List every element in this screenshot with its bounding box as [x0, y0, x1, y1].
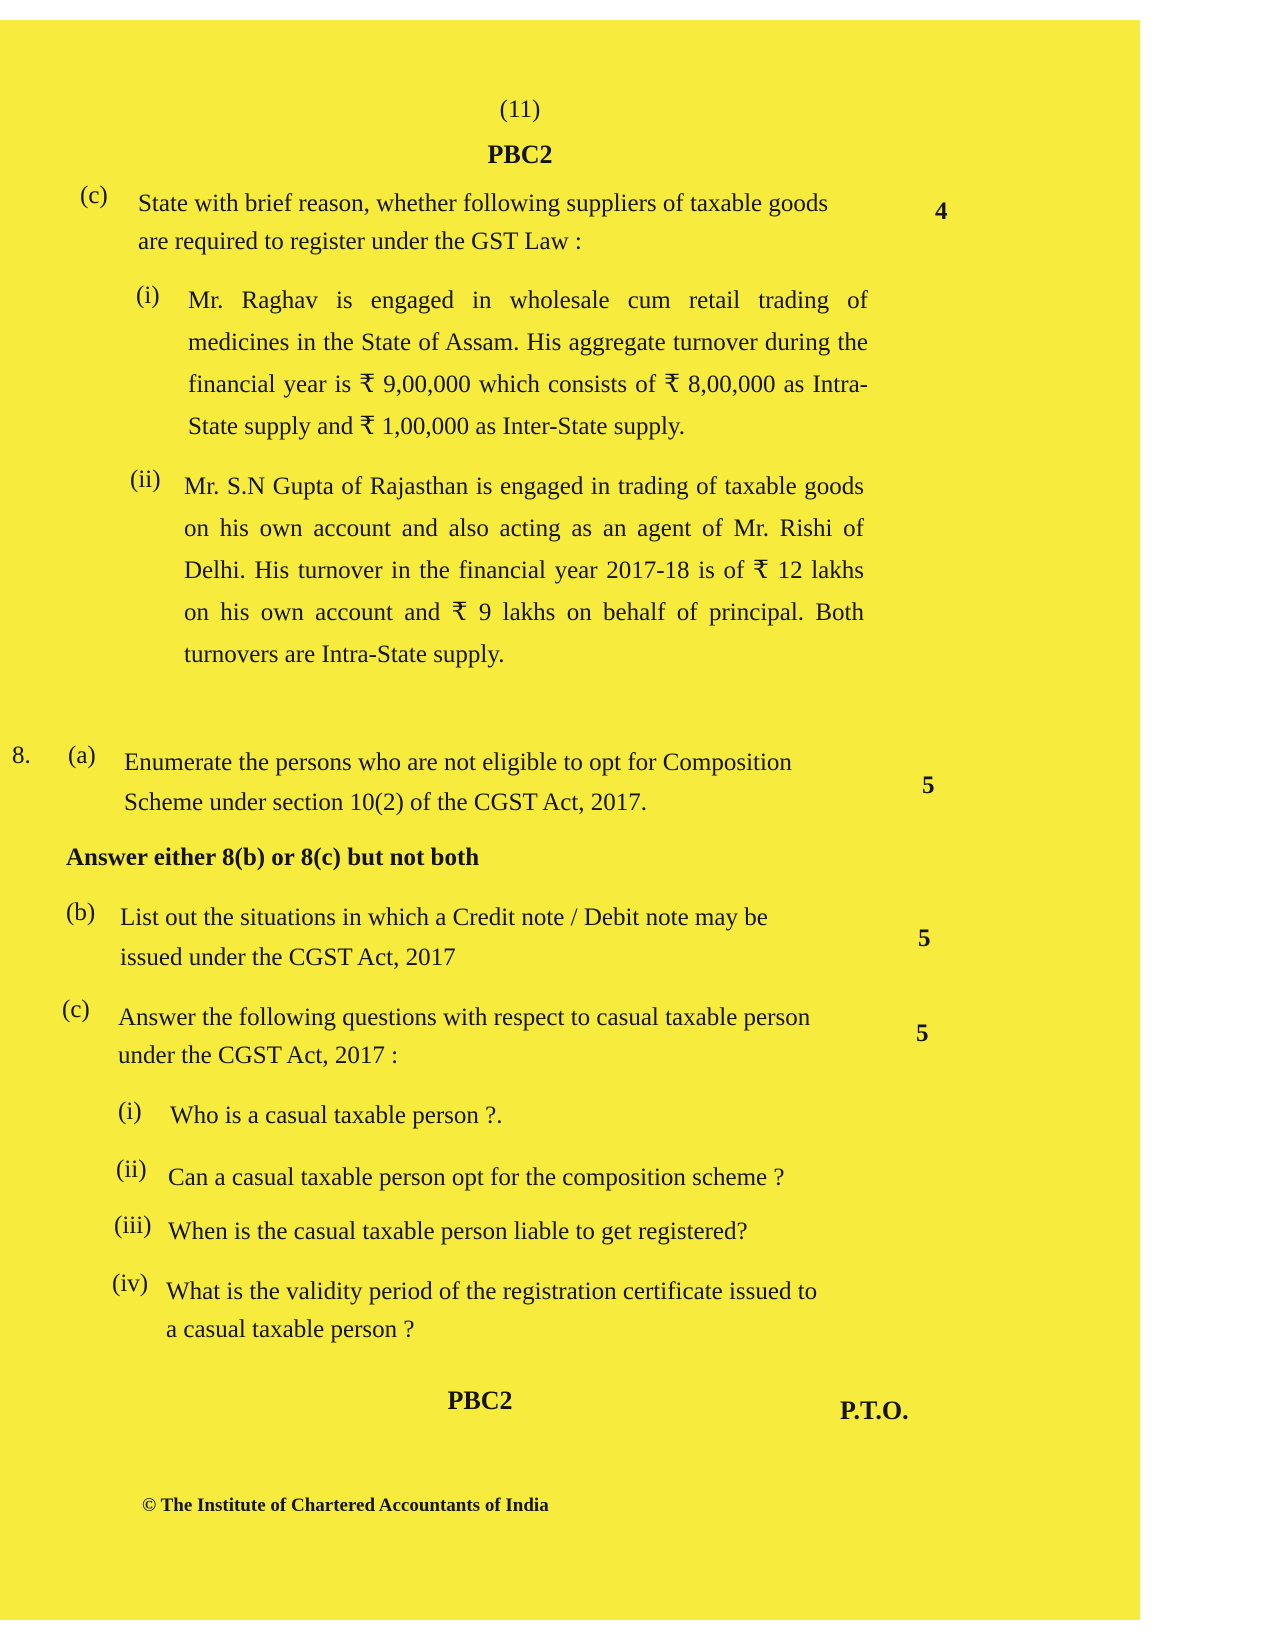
q8c-iv-text-line-1: What is the validity period of the registration certificate issued to [166, 1278, 818, 1305]
q8a-marks: 5 [922, 772, 935, 799]
paper-code-footer: PBC2 [447, 1386, 513, 1415]
q8c-iii-label: (iii) [114, 1212, 152, 1239]
q8-number: 8. [12, 742, 31, 769]
q8c-label: (c) [62, 996, 90, 1023]
q8c-i-label: (i) [118, 1098, 142, 1125]
pto-label: P.T.O. [840, 1396, 909, 1425]
q8b-text-line-2: issued under the CGST Act, 2017 [120, 944, 456, 971]
copyright-notice: © The Institute of Chartered Accountants of India [142, 1495, 549, 1516]
q8c-text-line-2: under the CGST Act, 2017 : [118, 1042, 399, 1069]
q7c-ii-text: Mr. S.N Gupta of Rajasthan is engaged in trading of taxable goods on his own account and also acting as an agent of Mr. Rishi of Delhi. His turnover in the financial year 2017-18 is of ₹ 12 lakhs on his own account and ₹ 9 lakhs on behalf of principal. Both turnovers are Intra-State supply. [184, 473, 864, 668]
q8b-text-line-1: List out the situations in which a Credit note / Debit note may be [120, 904, 768, 931]
q8c-marks: 5 [916, 1020, 929, 1047]
q7c-i-text: Mr. Raghav is engaged in wholesale cum retail trading of medicines in the State of Assam. His aggregate turnover during the financial year is ₹ 9,00,000 which consists of ₹ 8,00,000 as Intra-State supply and ₹ 1,00,000 as Inter-State supply. [188, 287, 868, 440]
page-number: (11) [499, 96, 541, 123]
either-or-instruction: Answer either 8(b) or 8(c) but not both [66, 844, 480, 871]
q8a-label: (a) [68, 742, 96, 769]
q8c-text-line-1: Answer the following questions with respect to casual taxable person [118, 1004, 811, 1031]
q7c-text-line-1: State with brief reason, whether following suppliers of taxable goods [138, 190, 829, 217]
q8b-marks: 5 [918, 925, 931, 952]
q7c-text-line-2: are required to register under the GST Law : [138, 228, 582, 255]
q8c-iv-label: (iv) [112, 1270, 149, 1297]
q8c-ii-text: Can a casual taxable person opt for the composition scheme ? [168, 1164, 785, 1191]
q7c-i-label: (i) [136, 282, 160, 309]
q8a-text-line-1: Enumerate the persons who are not eligible to opt for Composition [124, 749, 792, 776]
q8c-i-text: Who is a casual taxable person ?. [170, 1102, 503, 1129]
q7c-label: (c) [80, 182, 108, 209]
q8a-text-line-2: Scheme under section 10(2) of the CGST Act, 2017. [124, 789, 648, 816]
q8b-label: (b) [66, 899, 96, 926]
q8c-iii-text: When is the casual taxable person liable to get registered? [168, 1218, 748, 1245]
q7c-marks: 4 [935, 198, 948, 225]
q8c-ii-label: (ii) [116, 1156, 147, 1183]
q8c-iv-text-line-2: a casual taxable person ? [166, 1316, 415, 1343]
q7c-ii-label: (ii) [130, 466, 161, 493]
paper-code-header: PBC2 [487, 140, 553, 169]
